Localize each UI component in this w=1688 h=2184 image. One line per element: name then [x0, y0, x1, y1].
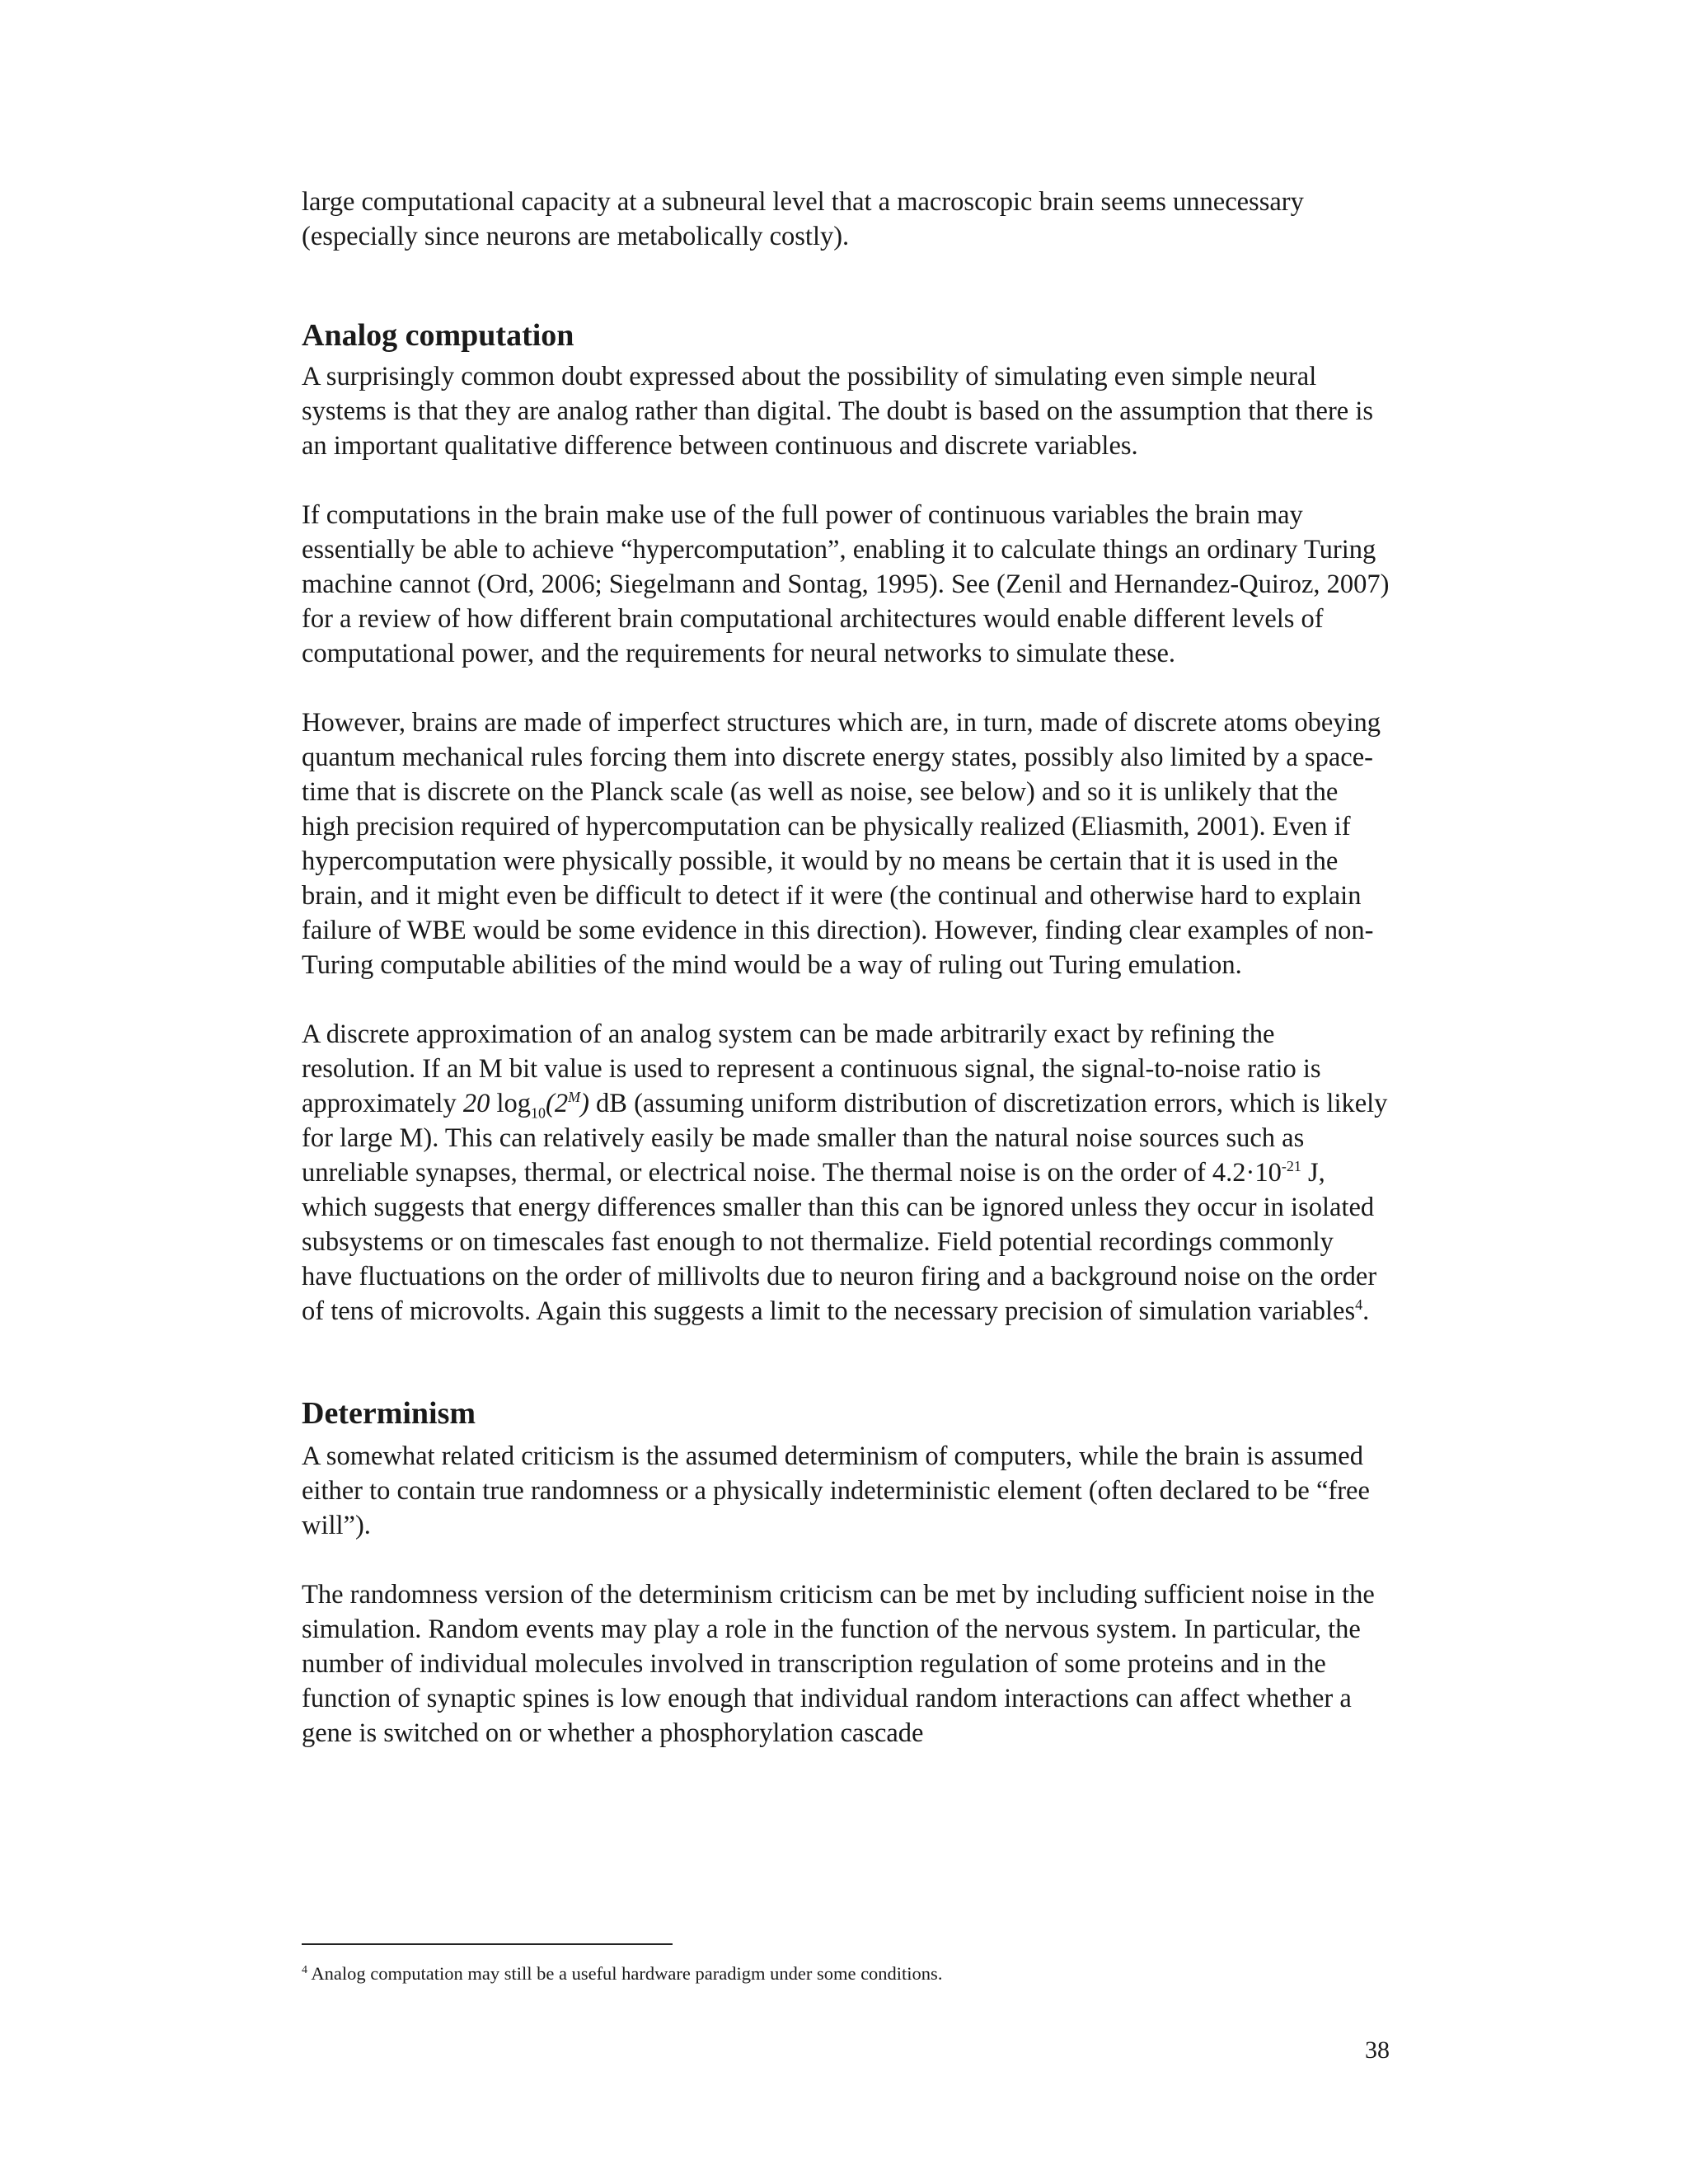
heading-analog-computation: Analog computation: [302, 318, 574, 353]
paragraph-randomness: The randomness version of the determinism criticism can be met by including sufficient noise in the simulation. Random events may play a role in the function of the nervous system. In particular, the number of individual molecules involved in transcription regulation of some proteins and in the function of synaptic spines is low enough that individual random interactions can affect whether a gene is switched on or whether a phosphorylation cascade: [302, 1580, 1375, 1748]
text-segment: J, which suggests that energy differences smaller than this can be ignored unless they occur in isolated subsystems or on timescales fast enough to not thermalize. Field potential recordings commonly have fluctuations on the order of millivolts due to neuron firing and a background noise on the order of tens of microvolts. Again this suggests a limit to the necessary precision of simulation variables: [302, 1158, 1377, 1326]
thermal-noise-exponent: -21: [1281, 1158, 1301, 1175]
text-segment: dB (assuming uniform distribution of discretization errors, which is likely for large M). This can relatively easily be made smaller than the natural noise sources such as unreliable synapses, thermal, or electrical noise. The thermal noise is on the order of 4.2·10: [302, 1089, 1388, 1188]
page-number: 38: [1365, 2036, 1390, 2064]
paragraph-hypercomputation: If computations in the brain make use of the full power of continuous variables the brain may essentially be able to achieve “hypercomputation”, enabling it to calculate things an ordinary Turing machine cannot (Ord, 2006; Siegelmann and Sontag, 1995). See (Zenil and Hernandez-Quiroz, 2007) for a review of how different brain computational architectures would enable different levels of computational power, and the requirements for neural networks to simulate these.: [302, 500, 1390, 668]
heading-determinism: Determinism: [302, 1396, 476, 1431]
footnote-divider: [302, 1943, 673, 1945]
paragraph-discrete-approximation: [302, 1017, 1390, 1329]
formula-open: (2: [546, 1089, 569, 1118]
footnote-4: [302, 1961, 1390, 1986]
footnote-number: 4: [302, 1964, 307, 1976]
text-segment: A discrete approximation of an analog system can be made arbitrarily exact by refining the resolution. If an M bit value is used to represent a continuous signal, the signal-to-noise ratio is approximately: [302, 1019, 1321, 1118]
formula-coefficient: 20: [462, 1089, 490, 1118]
paragraph-continued: large computational capacity at a subneural level that a macroscopic brain seems unnecessary (especially since neurons are metabolically costly).: [302, 187, 1304, 251]
formula-exponent: M: [568, 1089, 581, 1106]
formula-close: ): [580, 1089, 589, 1118]
main-text: [302, 185, 1390, 1750]
footnote-reference-4[interactable]: 4: [1355, 1296, 1363, 1314]
paragraph-discrete-atoms: However, brains are made of imperfect structures which are, in turn, made of discrete atoms obeying quantum mechanical rules forcing them into discrete energy states, possibly also limited by a space-time that is discrete on the Planck scale (as well as noise, see below) and so it is unlikely that the high precision required of hypercomputation can be physically realized (Eliasmith, 2001). Even if hypercomputation were physically possible, it would by no means be certain that it is used in the brain, and it might even be difficult to detect if it were (the continual and otherwise hard to explain failure of WBE would be some evidence in this direction). However, finding clear examples of non-Turing computable abilities of the mind would be a way of ruling out Turing emulation.: [302, 708, 1381, 980]
paragraph-analog-doubt: A surprisingly common doubt expressed about the possibility of simulating even simple neural systems is that they are analog rather than digital. The doubt is based on the assumption that there is an important qualitative difference between continuous and discrete variables.: [302, 362, 1374, 461]
formula-log-base: 10: [531, 1104, 546, 1122]
text-segment: .: [1362, 1296, 1370, 1326]
footnote-text: Analog computation may still be a useful hardware paradigm under some conditions.: [307, 1963, 943, 1984]
paragraph-determinism-criticism: A somewhat related criticism is the assumed determinism of computers, while the brain is assumed either to contain true randomness or a physically indeterministic element (often declared to be “free will”).: [302, 1441, 1370, 1540]
formula-log: log: [490, 1089, 531, 1118]
